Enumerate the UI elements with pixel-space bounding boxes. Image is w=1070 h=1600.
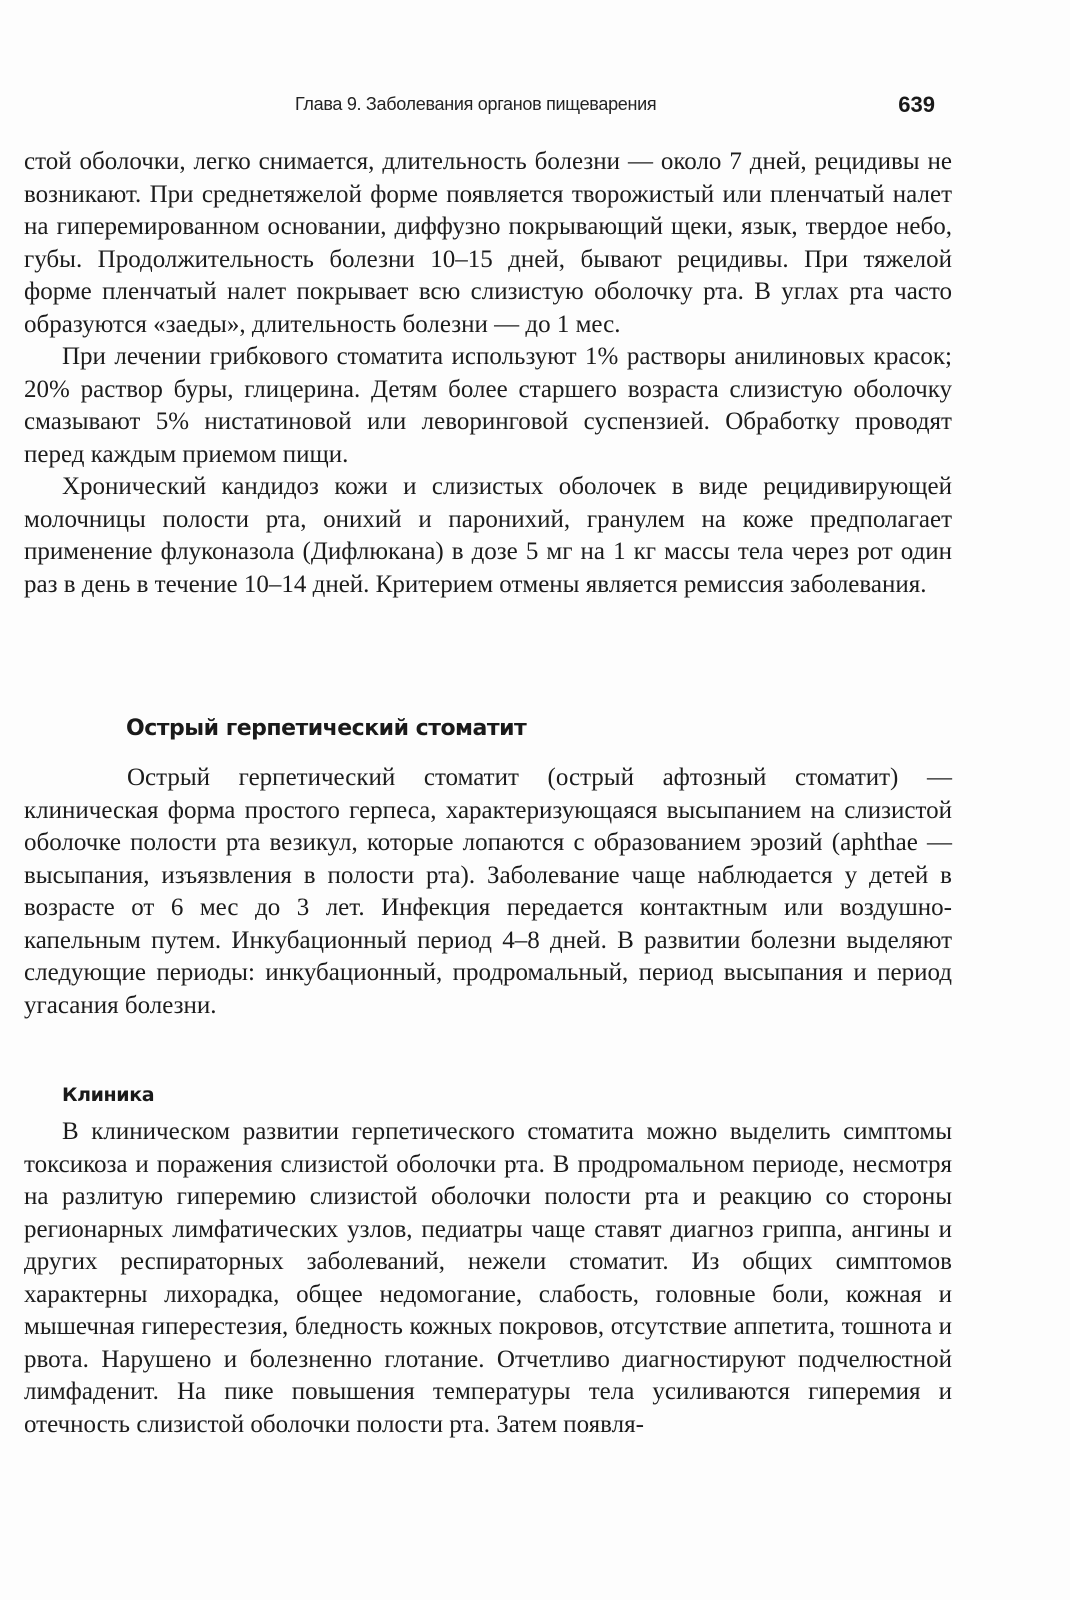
text-block-candidiasis: [24, 146, 952, 601]
paragraph-clinic: В клиническом развитии герпетического стоматита можно выделить симптомы токсикоза и поражения слизистой оболочки рта. В продромальном периоде, несмотря на разлитую гиперемию слизистой оболочки полости рта и реакцию со стороны регионарных лимфатических узлов, педиатры чаще ставят диагноз гриппа, ангины и других респираторных заболеваний, нежели стоматит. Из общих симптомов характерны лихорадка, общее недомогание, слабость, головные боли, кожная и мышечная гиперестезия, бледность кожных покровов, отсутствие аппетита, тошнота и рвота. Нарушено и болезненно глотание. Отчетливо диагностируют подчелюстной лимфаденит. На пике повышения температуры тела усиливаются гиперемия и отечность слизистой оболочки полости рта. Затем появля-: [24, 1118, 952, 1438]
paragraph-definition: Острый герпетический стоматит (острый афтозный стоматит) — клиническая форма простого герпеса, характеризующаяся высыпанием на слизистой оболочке полости рта везикул, которые лопаются с образованием эрозий (aphthae — высыпания, изъязвления в полости рта). Заболевание чаще наблюдается у детей в возрасте от 6 мес до 3 лет. Инфекция передается контактным или воздушно-капельным путем. Инкубационный период 4–8 дней. В развитии болезни выделяют следующие периоды: инкубационный, продромальный, период высыпания и период угасания болезни.: [24, 764, 952, 1019]
text-block-herpetic: [24, 762, 952, 1022]
paragraph-treatment: При лечении грибкового стоматита используют 1% растворы анилиновых красок; 20% раствор буры, глицерина. Детям более старшего возраста слизистую оболочку смазывают 5% нистатиновой или леворинговой суспензией. Обработку проводят перед каждым приемом пищи.: [24, 343, 952, 468]
page-number: 639: [898, 92, 935, 117]
paragraph-chronic-candidiasis: Хронический кандидоз кожи и слизистых оболочек в виде рецидивирующей молочницы полости рта, онихий и паронихий, гранулем на коже предполагает применение флуконазола (Дифлюкана) в дозе 5 мг на 1 кг массы тела через рот один раз в день в течение 10–14 дней. Критерием отмены является ремиссия заболевания.: [24, 473, 952, 598]
text-block-clinic: [24, 1116, 952, 1441]
running-header: [0, 94, 1070, 124]
paragraph-continuation: стой оболочки, легко снимается, длительность болезни — около 7 дней, рецидивы не возникают. При среднетяжелой форме появляется творожистый или пленчатый налет на гиперемированном основании, диффузно покрывающий щеки, язык, твердое небо, губы. Продолжительность болезни 10–15 дней, бывают рецидивы. При тяжелой форме пленчатый налет покрывает всю слизистую оболочку рта. В углах рта часто образуются «заеды», длительность болезни — до 1 мес.: [24, 148, 952, 338]
sub-heading: Клиника: [62, 1084, 155, 1106]
section-heading: Острый герпетический стоматит: [126, 716, 527, 741]
chapter-title: Глава 9. Заболевания органов пищеварения: [295, 94, 657, 114]
